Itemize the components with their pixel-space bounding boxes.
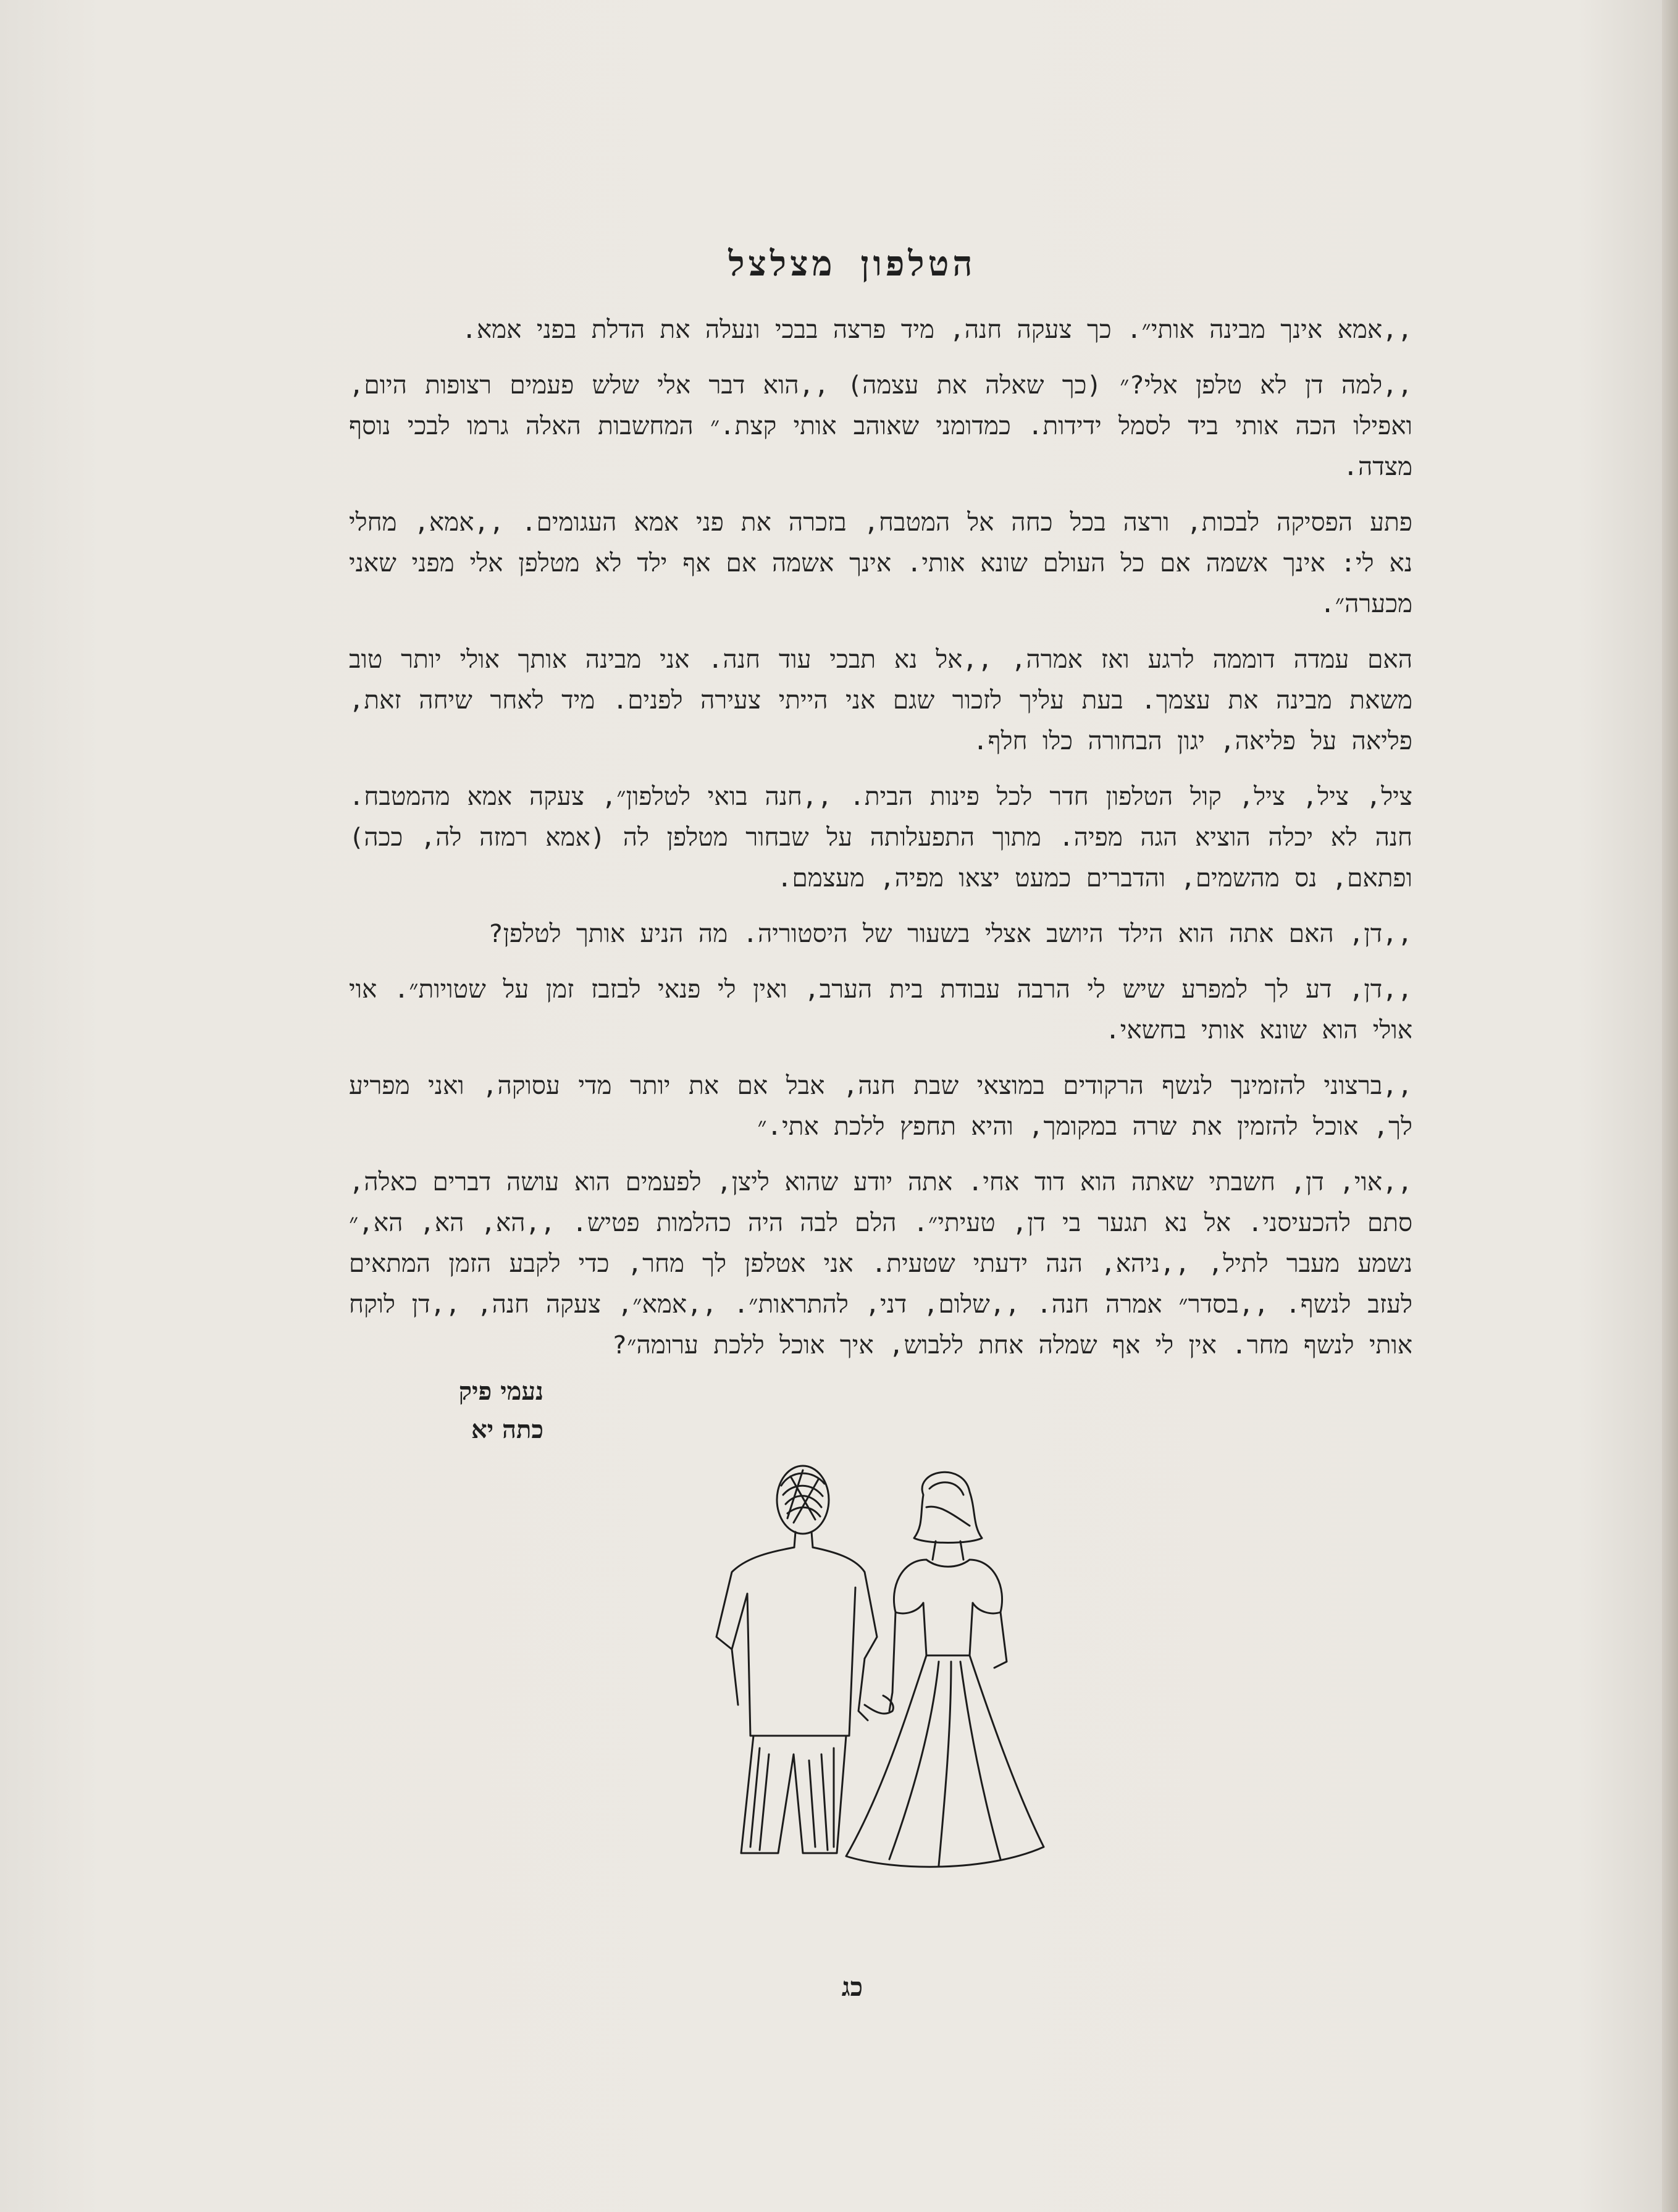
page-number: כג xyxy=(841,1972,863,2002)
paragraph: ,,דן, דע לך למפרע שיש לי הרבה עבודת בית הערב, ואין לי פנאי לבזבז זמן על שטויות״. אוי אולי הוא שונא אותי בחשאי. xyxy=(349,974,1412,1045)
author-class: כתה יא xyxy=(471,1415,543,1444)
author-name: נעמי פיק xyxy=(458,1377,543,1406)
couple-illustration xyxy=(679,1445,1050,1878)
paragraph: ,,אוי, דן, חשבתי שאתה הוא דוד אחי. אתה יודע שהוא ליצן, לפעמים הוא עושה דברים כאלה, סתם להכעיסני. אל נא תגער בי דן, טעיתי״. הלם לבה היה כהלמות פטיש. ,,הא, הא, הא,״ נשמע מעבר לתיל, ,,ניהא, הנה ידעתי שטעית. אני אטלפן לך מחר, כדי לקבע הזמן המתאים לעזב לנשף. ,,בסדר״ אמרה חנה. ,,שלום, דני, להתראות״. ,,אמא״, צעקה חנה, ,,דן לוקח אותי לנשף מחר. אין לי אף שמלה אחת ללבוש, איך אוכל ללכת ערומה״? xyxy=(349,1167,1412,1360)
paragraph: ,,אמא אינך מבינה אותי״. כך צעקה חנה, מיד פרצה בבכי ונעלה את הדלת בפני אמא. xyxy=(461,314,1412,344)
page-edge xyxy=(1662,0,1678,2212)
story-body xyxy=(349,309,1412,1380)
paragraph: ,,דן, האם אתה הוא הילד היושב אצלי בשעור של היסטוריה. מה הניע אותך לטלפן? xyxy=(488,919,1412,948)
paragraph: פתע הפסיקה לבכות, ורצה בכל כחה אל המטבח, בזכרה את פני אמא העגומים. ,,אמא, מחלי נא לי: אינך אשמה אם כל העולם שונא אותי. אינך אשמה אם אף ילד לא מטלפן אלי מפני שאני מכערה״. xyxy=(349,507,1412,618)
paragraph: האם עמדה דוממה לרגע ואז אמרה, ,,אל נא תבכי עוד חנה. אני מבינה אותך אולי יותר טוב משאת מבינה את עצמך. בעת עליך לזכור שגם אני הייתי צעירה לפנים. מיד לאחר שיחה זאת, פליאה על פליאה, יגון הבחורה כלו חלף. xyxy=(349,644,1412,755)
paragraph: ציל, ציל, ציל, קול הטלפון חדר לכל פינות הבית. ,,חנה בואי לטלפון״, צעקה אמא מהמטבח. חנה לא יכלה הוציא הגה מפיה. מתוך התפעלותה על שבחור מטלפן לה (אמא רמזה לה, ככה) ופתאם, נס מהשמים, והדברים כמעט יצאו מפיה, מעצמם. xyxy=(349,781,1412,893)
signature xyxy=(346,1373,543,1449)
page-title: הטלפון מצלצל xyxy=(728,244,976,284)
paragraph: ,,ברצוני להזמינך לנשף הרקודים במוצאי שבת חנה, אבל אם את יותר מדי עסוקה, ואני מפריע לך, אוכל להזמין את שרה במקומך, והיא תחפץ ללכת אתי.״ xyxy=(349,1070,1412,1141)
paragraph: ,,למה דן לא טלפן אלי?״ (כך שאלה את עצמה) ,,הוא דבר אלי שלש פעמים רצופות היום, ואפילו הכה אותי ביד לסמל ידידות. כמדומני שאוהב אותי קצת.״ המחשבות האלה גרמו לבכי נוסף מצדה. xyxy=(349,370,1412,481)
